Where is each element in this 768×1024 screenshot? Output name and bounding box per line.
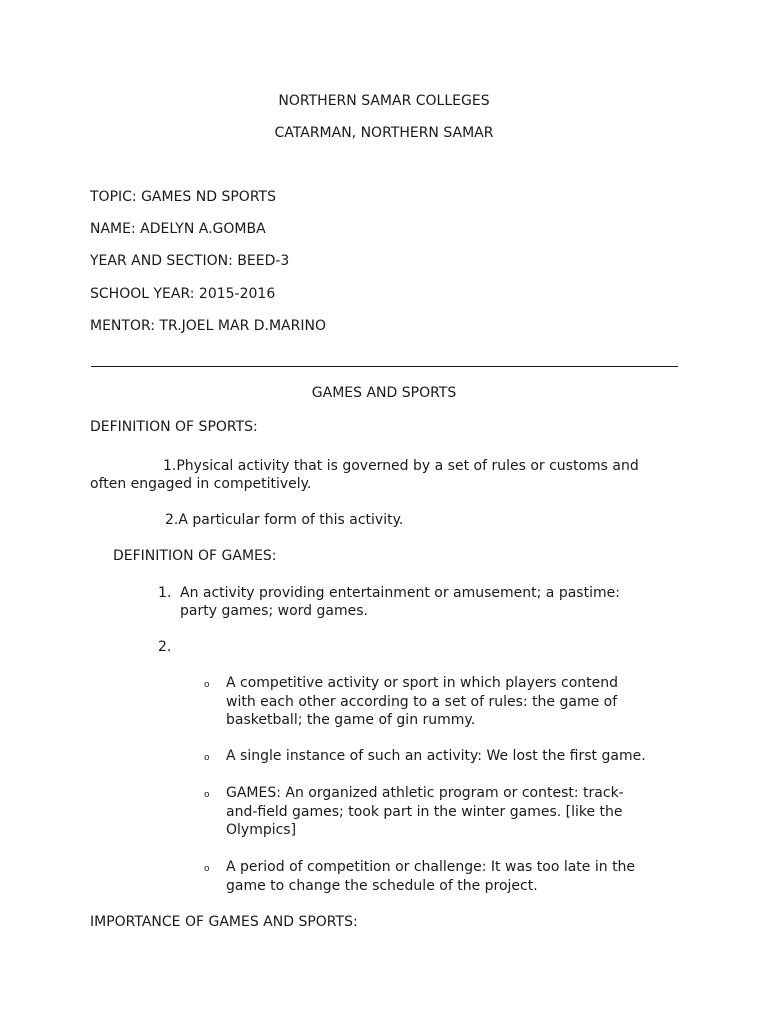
games-sub-1-line-1: A competitive activity or sport in which players contend	[226, 675, 618, 691]
games-item-2-number: 2.	[158, 639, 172, 655]
games-sub-3-line-1: GAMES: An organized athletic program or contest: track-	[226, 785, 624, 801]
bullet-3: o	[204, 790, 210, 800]
horizontal-divider	[91, 366, 678, 367]
games-sub-2-line-1: A single instance of such an activity: We lost the first game.	[226, 748, 646, 764]
sports-definition-1-line-2: often engaged in competitively.	[90, 476, 312, 492]
name-line: NAME: ADELYN A.GOMBA	[90, 221, 266, 237]
games-item-1-line-1: An activity providing entertainment or amusement; a pastime:	[180, 585, 620, 601]
bullet-2: o	[204, 753, 210, 763]
games-sub-3-line-2: and-field games; took part in the winter games. [like the	[226, 804, 623, 820]
bullet-4: o	[204, 864, 210, 874]
games-sub-1-line-3: basketball; the game of gin rummy.	[226, 712, 476, 728]
college-location: CATARMAN, NORTHERN SAMAR	[274, 125, 494, 141]
games-item-1-number: 1.	[158, 585, 172, 601]
year-section-line: YEAR AND SECTION: BEED-3	[90, 253, 290, 269]
school-year-line: SCHOOL YEAR: 2015-2016	[90, 286, 276, 302]
games-sub-4-line-2: game to change the schedule of the project.	[226, 878, 538, 894]
games-sub-4-line-1: A period of competition or challenge: It was too late in the	[226, 859, 636, 875]
games-sub-3-line-3: Olympics]	[226, 822, 297, 838]
games-item-1-line-2: party games; word games.	[180, 603, 368, 619]
college-name: NORTHERN SAMAR COLLEGES	[278, 93, 490, 109]
sports-definition-heading: DEFINITION OF SPORTS:	[90, 419, 258, 435]
sports-definition-1-line-1: 1.Physical activity that is governed by a set of rules or customs and	[163, 458, 639, 474]
games-sub-1-line-2: with each other according to a set of rules: the game of	[226, 694, 618, 710]
document-title: GAMES AND SPORTS	[311, 385, 457, 401]
mentor-line: MENTOR: TR.JOEL MAR D.MARINO	[90, 318, 326, 334]
sports-definition-2: 2.A particular form of this activity.	[165, 512, 404, 528]
games-definition-heading: DEFINITION OF GAMES:	[113, 548, 277, 564]
bullet-1: o	[204, 680, 210, 690]
importance-heading: IMPORTANCE OF GAMES AND SPORTS:	[90, 914, 358, 930]
topic-line: TOPIC: GAMES ND SPORTS	[90, 189, 276, 205]
